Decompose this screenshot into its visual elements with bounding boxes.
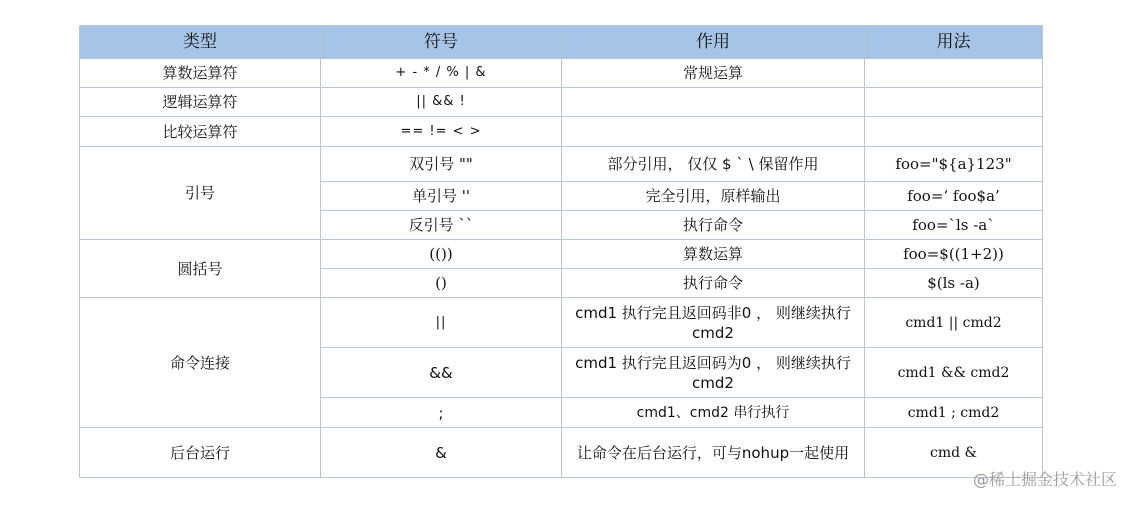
effect-cell: 算数运算	[562, 240, 865, 269]
symbol-cell: &&	[321, 348, 562, 398]
effect-cell: cmd1 执行完且返回码非0 ， 则继续执行 cmd2	[562, 298, 865, 348]
table-row	[80, 298, 1043, 348]
effect-cell: 让命令在后台运行，可与nohup一起使用	[562, 428, 865, 478]
effect-cell: cmd1 执行完且返回码为0 ， 则继续执行 cmd2	[562, 348, 865, 398]
symbol-cell: + - * / % | &	[321, 59, 562, 88]
symbol-cell: ;	[321, 398, 562, 428]
type-cell: 比较运算符	[80, 117, 321, 147]
type-cell: 逻辑运算符	[80, 88, 321, 117]
type-cell: 圆括号	[80, 240, 321, 298]
symbol-cell: == != < >	[321, 117, 562, 147]
effect-cell: 部分引用， 仅仅 $ ` \ 保留作用	[562, 147, 865, 182]
usage-cell	[865, 88, 1043, 117]
table-row	[80, 240, 1043, 269]
table-row	[80, 117, 1043, 147]
effect-cell: cmd1、cmd2 串行执行	[562, 398, 865, 428]
type-cell: 引号	[80, 147, 321, 240]
usage-cell: foo="${a}123"	[865, 147, 1043, 182]
usage-cell	[865, 59, 1043, 88]
symbol-cell: ()	[321, 269, 562, 298]
symbol-cell: 双引号 ""	[321, 147, 562, 182]
table-row	[80, 88, 1043, 117]
usage-cell: foo=$((1+2))	[865, 240, 1043, 269]
usage-cell	[865, 117, 1043, 147]
symbol-cell: || && !	[321, 88, 562, 117]
usage-cell: cmd &	[865, 428, 1043, 478]
effect-cell: 完全引用，原样输出	[562, 182, 865, 211]
header-symbol: 符号	[321, 26, 562, 59]
effect-cell	[562, 117, 865, 147]
table-row	[80, 147, 1043, 182]
type-cell: 后台运行	[80, 428, 321, 478]
symbol-cell: (())	[321, 240, 562, 269]
operator-table	[79, 25, 1043, 478]
table-header-row	[80, 26, 1043, 59]
symbol-cell: 反引号 ``	[321, 211, 562, 240]
type-cell: 命令连接	[80, 298, 321, 428]
usage-cell: cmd1 ; cmd2	[865, 398, 1043, 428]
effect-cell: 执行命令	[562, 211, 865, 240]
usage-cell: cmd1 && cmd2	[865, 348, 1043, 398]
usage-cell: foo=‘ foo$a’	[865, 182, 1043, 211]
usage-cell: foo=`ls -a`	[865, 211, 1043, 240]
table-row	[80, 428, 1043, 478]
symbol-cell: &	[321, 428, 562, 478]
table-row	[80, 59, 1043, 88]
symbol-cell: 单引号 ''	[321, 182, 562, 211]
usage-cell: cmd1 || cmd2	[865, 298, 1043, 348]
effect-cell: 常规运算	[562, 59, 865, 88]
watermark: @稀土掘金技术社区	[972, 470, 1117, 489]
effect-cell: 执行命令	[562, 269, 865, 298]
usage-cell: $(ls -a)	[865, 269, 1043, 298]
effect-cell	[562, 88, 865, 117]
symbol-cell: ||	[321, 298, 562, 348]
type-cell: 算数运算符	[80, 59, 321, 88]
header-type: 类型	[80, 26, 321, 59]
header-usage: 用法	[865, 26, 1043, 59]
header-effect: 作用	[562, 26, 865, 59]
